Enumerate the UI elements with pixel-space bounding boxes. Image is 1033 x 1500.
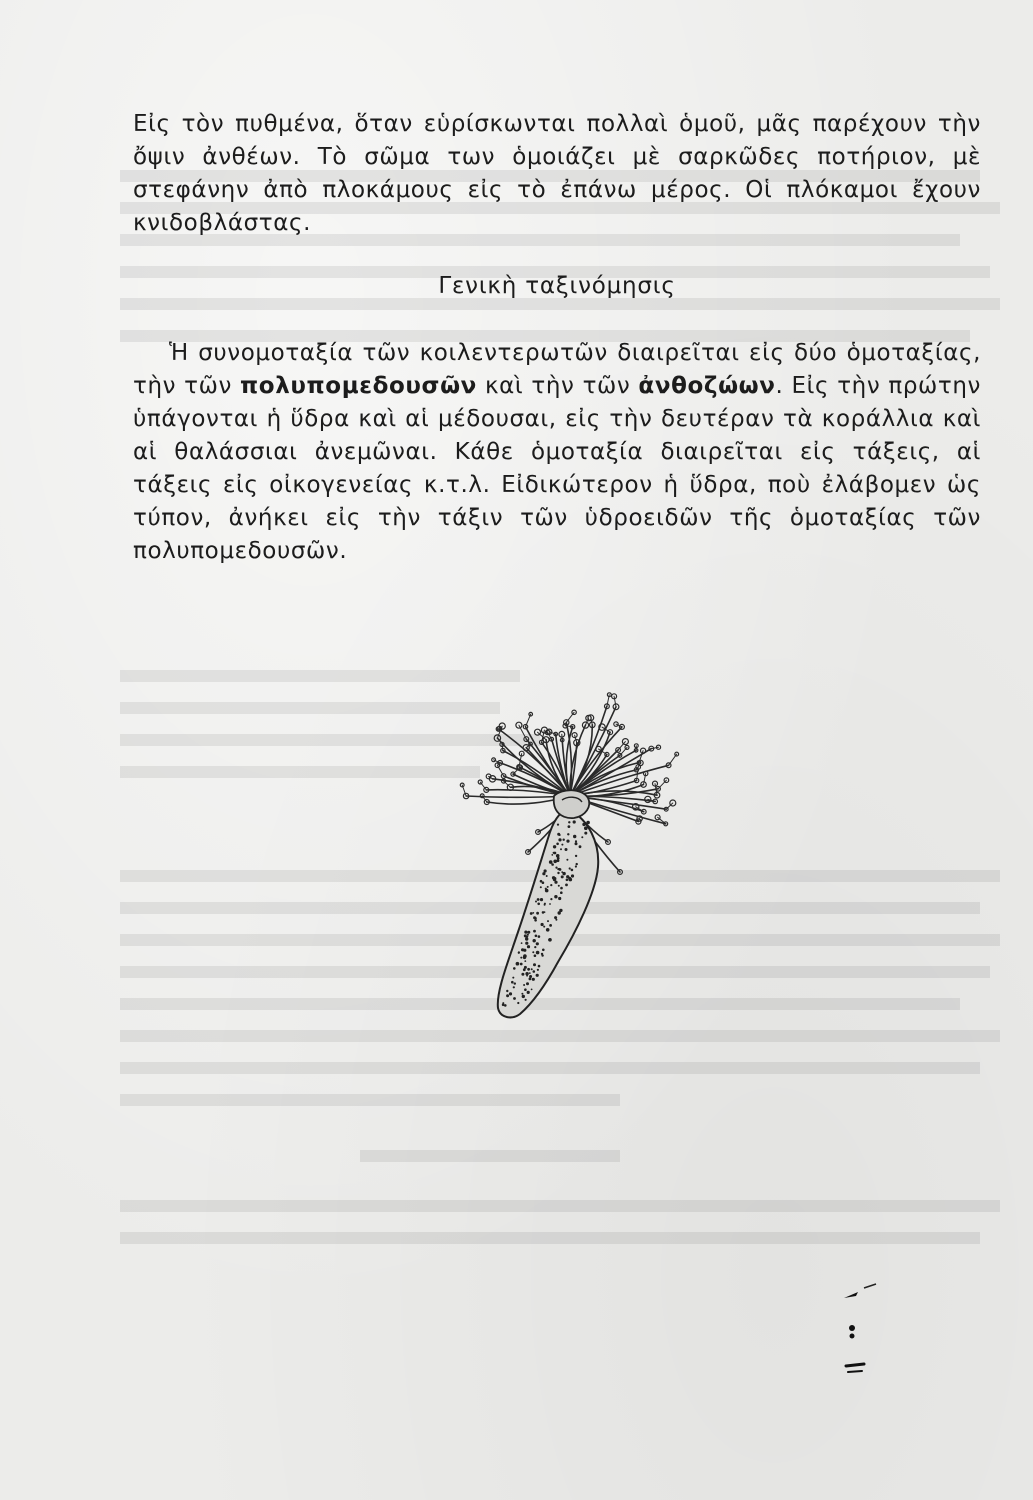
body-stipple bbox=[543, 926, 545, 928]
sea-anemone-illustration bbox=[458, 692, 688, 1022]
body-stipple bbox=[523, 954, 527, 958]
body-stipple bbox=[516, 962, 520, 966]
body-stipple bbox=[532, 951, 534, 953]
body-stipple bbox=[509, 992, 512, 995]
body-stipple bbox=[565, 848, 568, 851]
body-stipple bbox=[533, 970, 536, 973]
body-stipple bbox=[532, 912, 534, 914]
body-stipple bbox=[540, 898, 543, 901]
body-stipple bbox=[527, 945, 530, 948]
body-stipple bbox=[554, 916, 557, 919]
body-stipple bbox=[558, 911, 561, 914]
body-stipple bbox=[575, 842, 578, 845]
body-stipple bbox=[534, 946, 536, 948]
body-stipple bbox=[533, 916, 536, 919]
body-stipple bbox=[513, 967, 516, 970]
body-stipple bbox=[546, 928, 550, 932]
body-stipple bbox=[518, 951, 520, 953]
body-stipple bbox=[525, 972, 528, 975]
body-stipple bbox=[553, 878, 556, 881]
body-stipple bbox=[565, 884, 568, 887]
body-stipple bbox=[525, 937, 528, 940]
body-stipple bbox=[523, 968, 526, 971]
body-stipple bbox=[573, 820, 576, 823]
body-stipple bbox=[526, 982, 529, 985]
body-stipple bbox=[533, 963, 536, 966]
body-stipple bbox=[537, 903, 540, 906]
body-stipple bbox=[538, 935, 541, 938]
body-stipple bbox=[558, 897, 561, 900]
body-stipple bbox=[525, 942, 528, 945]
body-stipple bbox=[534, 954, 537, 957]
body-stipple bbox=[513, 997, 516, 1000]
body-stipple bbox=[527, 968, 530, 971]
body-stipple bbox=[553, 845, 556, 848]
body-stipple bbox=[560, 848, 562, 850]
body-stipple bbox=[520, 963, 523, 966]
body-stipple bbox=[561, 871, 563, 873]
classification-text-2: καὶ τὴν τῶν bbox=[476, 373, 639, 399]
body-stipple bbox=[575, 840, 577, 842]
body-stipple bbox=[511, 981, 514, 984]
body-stipple bbox=[560, 887, 563, 890]
body-stipple bbox=[569, 878, 573, 882]
body-stipple bbox=[549, 860, 553, 864]
body-stipple bbox=[575, 865, 577, 867]
body-stipple bbox=[514, 982, 516, 984]
body-stipple bbox=[561, 875, 564, 878]
body-stipple bbox=[545, 888, 547, 890]
body-stipple bbox=[535, 935, 538, 938]
body-text bbox=[133, 108, 981, 568]
body-stipple bbox=[568, 825, 571, 828]
body-stipple bbox=[573, 835, 576, 838]
body-stipple bbox=[517, 1002, 519, 1004]
body-stipple bbox=[531, 968, 533, 970]
body-stipple bbox=[523, 984, 525, 986]
body-stipple bbox=[546, 875, 548, 877]
body-stipple bbox=[550, 898, 552, 900]
body-stipple bbox=[527, 931, 530, 934]
body-stipple bbox=[532, 978, 535, 981]
body-stipple bbox=[512, 977, 514, 979]
body-stipple bbox=[521, 973, 524, 976]
classification-text-1: Ἡ συνομοταξία τῶν κοιλεντερωτῶν διαιρεῖται εἰς δύο ὁμοταξίας, τὴν τῶν bbox=[133, 340, 981, 399]
body-stipple bbox=[521, 948, 524, 951]
body-stipple bbox=[549, 924, 552, 927]
body-stipple bbox=[551, 854, 553, 856]
body-stipple bbox=[551, 863, 554, 866]
body-stipple bbox=[566, 875, 569, 878]
body-stipple bbox=[557, 872, 559, 874]
body-stipple bbox=[548, 938, 551, 941]
body-stipple bbox=[584, 832, 587, 835]
body-stipple bbox=[520, 957, 522, 959]
body-stipple bbox=[542, 872, 545, 875]
body-stipple bbox=[584, 826, 588, 830]
body-stipple bbox=[521, 942, 523, 944]
body-stipple bbox=[527, 934, 529, 936]
body-stipple bbox=[567, 833, 569, 835]
body-stipple bbox=[557, 824, 559, 826]
body-stipple bbox=[571, 874, 574, 877]
body-stipple bbox=[571, 869, 574, 872]
section-heading: Γενικὴ ταξινόμησις bbox=[438, 273, 676, 299]
body-stipple bbox=[537, 898, 540, 901]
body-stipple bbox=[524, 960, 526, 962]
body-stipple bbox=[538, 965, 541, 968]
paragraph-hydra-description: Εἰς τὸν πυθμένα, ὅταν εὑρίσκωνται πολλαὶ ὁμοῦ, μᾶς παρέχουν τὴν ὄψιν ἀνθέων. Τὸ σῶμα των ὁμοιάζει μὲ σαρκῶδες ποτήριον, μὲ στεφάνην ἀπὸ πλοκάμους εἰς τὸ ἐπάνω μέρος. Οἱ πλόκαμοι ἔχουν κνιδοβλάστας. bbox=[133, 111, 981, 236]
body-stipple bbox=[566, 840, 569, 843]
body-stipple bbox=[566, 859, 568, 861]
body-stipple bbox=[549, 903, 551, 905]
body-stipple bbox=[563, 839, 565, 841]
body-stipple bbox=[502, 1004, 505, 1007]
body-stipple bbox=[550, 884, 552, 886]
body-stipple bbox=[575, 855, 577, 857]
body-stipple bbox=[524, 934, 527, 937]
body-stipple bbox=[529, 972, 531, 974]
body-stipple bbox=[533, 930, 536, 933]
body-stipple bbox=[535, 901, 537, 903]
body-stipple bbox=[529, 975, 532, 978]
body-stipple bbox=[566, 879, 569, 882]
body-stipple bbox=[547, 920, 549, 922]
body-stipple bbox=[542, 911, 545, 914]
tentacle-branch bbox=[502, 744, 503, 750]
body-stipple bbox=[560, 891, 563, 894]
body-stipple bbox=[540, 886, 542, 888]
body-stipple bbox=[536, 951, 540, 955]
body-stipple bbox=[522, 995, 525, 998]
body-stipple bbox=[537, 969, 539, 971]
body-stipple bbox=[536, 942, 539, 945]
body-stipple bbox=[547, 886, 549, 888]
body-stipple bbox=[582, 823, 585, 826]
body-stipple bbox=[581, 836, 583, 838]
body-stipple bbox=[557, 833, 560, 836]
body-stipple bbox=[524, 988, 527, 991]
body-stipple bbox=[527, 936, 529, 938]
body-stipple bbox=[531, 989, 533, 991]
margin-pencil-marks bbox=[836, 1280, 886, 1390]
body-stipple bbox=[557, 868, 559, 870]
body-stipple bbox=[506, 994, 509, 997]
body-stipple bbox=[542, 949, 545, 952]
body-stipple bbox=[544, 903, 546, 905]
body-stipple bbox=[524, 931, 527, 934]
body-stipple bbox=[556, 843, 559, 846]
body-stipple bbox=[586, 821, 590, 825]
classification-text-3: . Εἰς τὴν πρώτην ὑπάγονται ἡ ὕδρα καὶ αἱ μέδουσαι, εἰς τὴν δευτέραν τὰ κοράλλια καὶ αἱ θαλάσσιαι ἀνεμῶναι. Κάθε ὁμοταξία διαιρεῖται εἰς τάξεις, αἱ τάξεις εἰς οἰκογενείας κ.τ.λ. Εἰδικώτερον ἡ ὕδρα, ποὺ ἐλάβομεν ὡς τύπον, ἀνήκει εἰς τὴν τάξιν τῶν ὑδροειδῶν τῆς ὁμοταξίας τῶν πολυπομεδουσῶν. bbox=[133, 373, 981, 564]
body-stipple bbox=[554, 852, 557, 855]
body-stipple bbox=[561, 844, 563, 846]
body-stipple bbox=[541, 954, 543, 956]
body-stipple bbox=[504, 1004, 507, 1007]
body-stipple bbox=[558, 838, 561, 841]
body-stipple bbox=[527, 991, 530, 994]
paragraph-classification bbox=[133, 337, 981, 568]
tentacle-branch bbox=[565, 726, 573, 727]
term-anthozoa: ἀνθοζώων bbox=[638, 373, 776, 399]
body-stipple bbox=[568, 821, 570, 823]
body-stipple bbox=[569, 867, 571, 869]
body-stipple bbox=[557, 857, 560, 860]
body-stipple bbox=[513, 986, 515, 988]
body-stipple bbox=[533, 939, 536, 942]
body-stipple bbox=[536, 912, 539, 915]
body-stipple bbox=[558, 885, 560, 887]
body-stipple bbox=[521, 993, 523, 995]
body-stipple bbox=[555, 867, 557, 869]
body-stipple bbox=[540, 880, 543, 883]
body-stipple bbox=[553, 860, 557, 864]
tentacle-branch bbox=[618, 742, 625, 750]
term-polypomedusae: πολυπομεδουσῶν bbox=[240, 373, 477, 399]
body-stipple bbox=[541, 923, 544, 926]
body-stipple bbox=[576, 863, 578, 865]
body-stipple bbox=[536, 974, 539, 977]
body-stipple bbox=[525, 999, 527, 1001]
body-stipple bbox=[579, 845, 582, 848]
body-stipple bbox=[530, 912, 533, 915]
body-stipple bbox=[506, 990, 508, 992]
body-stipple bbox=[554, 895, 557, 898]
